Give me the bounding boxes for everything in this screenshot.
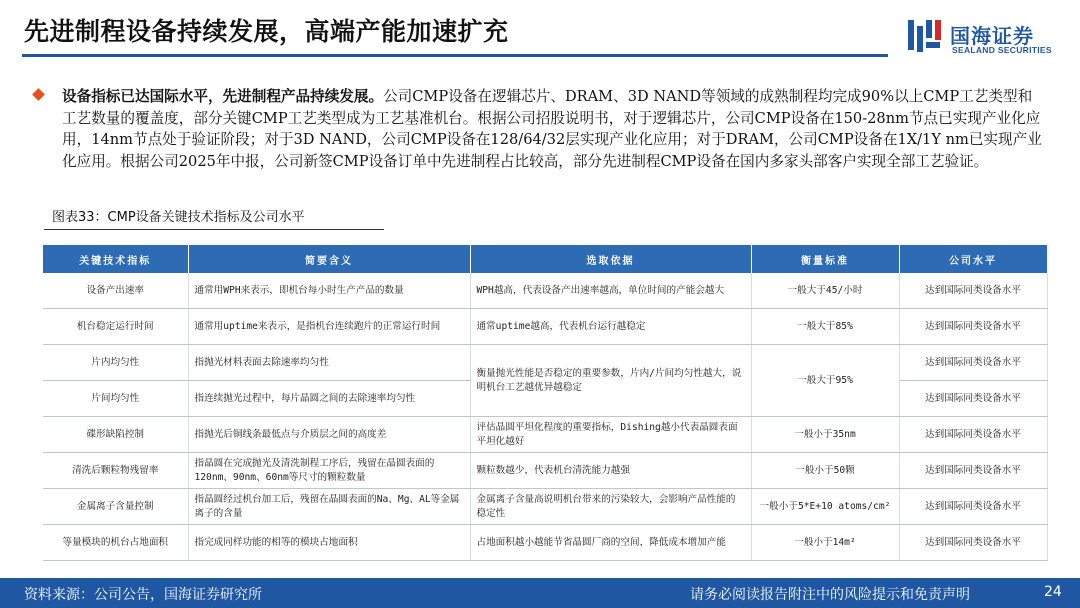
standard-cell: 一般小于14m² [751,525,899,561]
sealand-logo-icon [906,16,944,56]
source-note: 资料来源：公司公告，国海证券研究所 [24,587,262,603]
meaning-cell: 指晶圆在完成抛光及清洗制程工序后，残留在晶圆表面的120nm、90nm、60nm等尺寸的颗粒数量 [188,453,470,489]
metric-cell: 清洗后颗粒物残留率 [43,453,188,489]
table-row [43,345,1047,381]
meaning-cell: 通常用uptime来表示，是指机台连续跑片的正常运行时间 [188,309,470,345]
table-row [43,453,1047,489]
level-cell: 达到国际同类设备水平 [899,489,1047,525]
basis-cell: WPH越高，代表设备产出速率越高，单位时间的产能会越大 [470,273,751,309]
metric-cell: 设备产出速率 [43,273,188,309]
table-header-row [43,245,1047,273]
standard-cell: 一般小于50颗 [751,453,899,489]
disclaimer-note: 请务必阅读报告附注中的风险提示和免责声明 [690,587,970,603]
level-cell: 达到国际同类设备水平 [899,273,1047,309]
paragraph-lead: 设备指标已达国际水平，先进制程产品持续发展。 [62,88,384,105]
metric-cell: 金属离子含量控制 [43,489,188,525]
level-cell: 达到国际同类设备水平 [899,381,1047,417]
table-row [43,525,1047,561]
metric-cell: 片内均匀性 [43,345,188,381]
meaning-cell: 指晶圆经过机台加工后，残留在晶圆表面的Na、Mg、AL等金属离子的含量 [188,489,470,525]
logo-chinese-name: 国海证券 [950,24,1034,48]
metric-cell: 碟形缺陷控制 [43,417,188,453]
level-cell: 达到国际同类设备水平 [899,417,1047,453]
table-row [43,489,1047,525]
level-cell: 达到国际同类设备水平 [899,453,1047,489]
basis-cell: 颗粒数越少，代表机台清洗能力越强 [470,453,751,489]
metric-cell: 片间均匀性 [43,381,188,417]
column-header: 简要含义 [188,245,470,273]
standard-cell: 一般大于45/小时 [751,273,899,309]
slide-footer [0,578,1080,608]
table-row [43,417,1047,453]
paragraph-text [62,86,1044,172]
logo-english-name: SEALAND SECURITIES [952,45,1052,55]
standard-cell: 一般大于95% [751,345,899,417]
level-cell: 达到国际同类设备水平 [899,525,1047,561]
standard-cell: 一般小于35nm [751,417,899,453]
diamond-bullet-icon [32,88,45,101]
basis-cell: 金属离子含量高说明机台带来的污染较大，会影响产品性能的稳定性 [470,489,751,525]
basis-cell: 占地面积越小越能节省晶圆厂商的空间，降低成本增加产能 [470,525,751,561]
column-header: 衡量标准 [751,245,899,273]
table-caption: 图表33：CMP设备关键技术指标及公司水平 [52,210,305,225]
slide-header [0,0,1080,58]
meaning-cell: 指抛光后铜线条最低点与介质层之间的高度差 [188,417,470,453]
metric-cell: 等量模块的机台占地面积 [43,525,188,561]
column-header: 公司水平 [899,245,1047,273]
meaning-cell: 指完成同样功能的相等的模块占地面积 [188,525,470,561]
column-header: 选取依据 [470,245,751,273]
meaning-cell: 通常用WPH来表示，即机台每小时生产产品的数量 [188,273,470,309]
metric-cell: 机台稳定运行时间 [43,309,188,345]
level-cell: 达到国际同类设备水平 [899,309,1047,345]
basis-cell: 评估晶圆平坦化程度的重要指标，Dishing越小代表晶圆表面平坦化越好 [470,417,751,453]
table-row [43,309,1047,345]
paragraph-body: 公司CMP设备在逻辑芯片、DRAM、3D NAND等领域的成熟制程均完成90%以上CMP工艺类型和工艺数量的覆盖度，部分关键CMP工艺类型成为工艺基准机台。根据公司招股说明书，对于逻辑芯片，公司CMP设备在150-28nm节点已实现产业化应用，14nm节点处于验证阶段；对于3D NAND，公司CMP设备在128/64/32层实现产业化应用；对于DRAM，公司CMP设备在1X/1Y nm已实现产业化应用。根据公司2025年中报，公司新签CMP设备订单中先进制程占比较高，部分先进制程CMP设备在国内多家头部客户实现全部工艺验证。 [62,88,1042,170]
page-title: 先进制程设备持续发展，高端产能加速扩充 [24,17,509,46]
meaning-cell: 指抛光材料表面去除速率均匀性 [188,345,470,381]
standard-cell: 一般大于85% [751,309,899,345]
basis-cell: 通常uptime越高，代表机台运行越稳定 [470,309,751,345]
cmp-spec-table [43,245,1048,561]
header-divider [22,54,888,57]
company-logo [906,14,1076,62]
standard-cell: 一般小于5*E+10 atoms/cm² [751,489,899,525]
column-header: 关键技术指标 [43,245,188,273]
page-number: 24 [1044,584,1062,600]
caption-underline [44,229,384,230]
meaning-cell: 指连续抛光过程中，每片晶圆之间的去除速率均匀性 [188,381,470,417]
table-row [43,273,1047,309]
basis-cell: 衡量抛光性能是否稳定的重要参数，片内/片间均匀性越大，说明机台工艺越优异越稳定 [470,345,751,417]
level-cell: 达到国际同类设备水平 [899,345,1047,381]
